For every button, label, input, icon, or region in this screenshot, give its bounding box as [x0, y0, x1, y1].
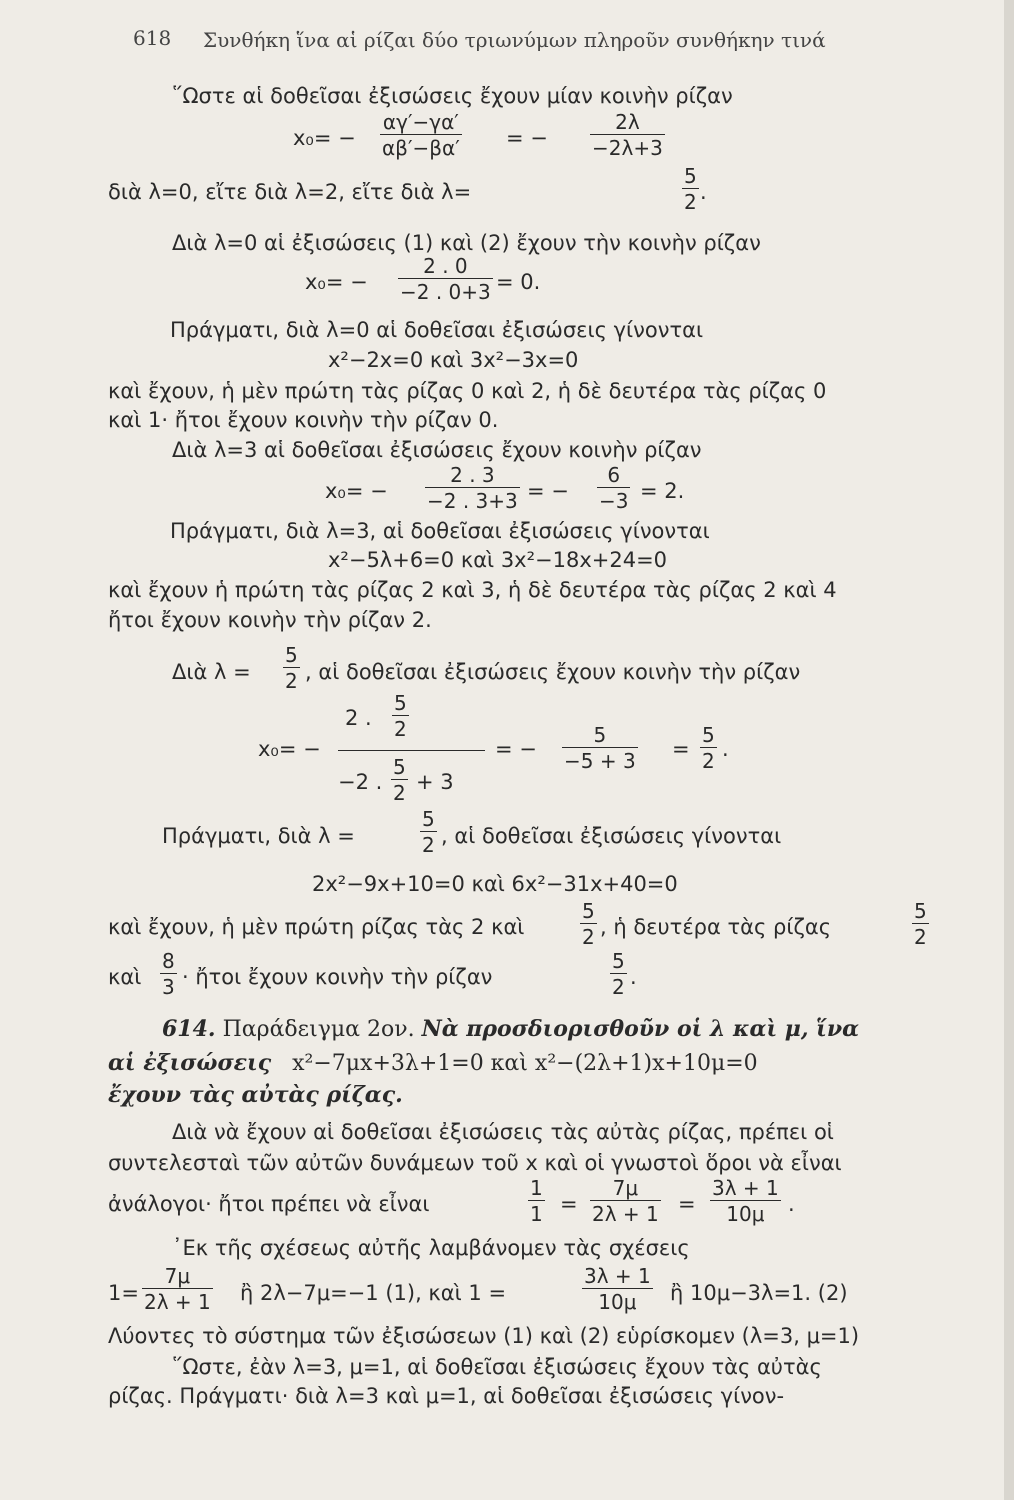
fraction-denominator: 2: [684, 190, 697, 214]
fraction-denominator: 3: [162, 975, 175, 999]
text-line: καὶ ἔχουν ἡ πρώτη τὰς ρίζας 2 καὶ 3, ἡ δὲ δευτέρα τὰς ρίζας 2 καὶ 4: [108, 578, 837, 602]
fraction-numerator: 5: [914, 899, 927, 923]
fraction: [562, 725, 638, 771]
punct: .: [722, 737, 729, 761]
fraction-denominator: 2λ + 1: [144, 1290, 211, 1314]
section-title: Παράδειγμα 2ον.: [222, 1017, 415, 1042]
fraction-denominator: 2: [285, 669, 298, 693]
text-line: ρίζας. Πράγματι· διὰ λ=3 καὶ μ=1, αἱ δοθεῖσαι ἐξισώσεις γίνον-: [108, 1384, 785, 1408]
fraction: [391, 757, 408, 803]
text-line: καὶ 1· ἤτοι ἔχουν κοινὴν τὴν ρίζαν 0.: [108, 408, 499, 432]
punct: .: [788, 1192, 795, 1216]
fraction-numerator: 5: [582, 899, 595, 923]
fraction: [590, 1178, 661, 1224]
fraction-denominator: 2: [393, 781, 406, 805]
fraction: [283, 645, 300, 691]
fraction-denominator: 10μ: [598, 1290, 637, 1314]
text-line: ᾽Εκ τῆς σχέσεως αὐτῆς λαμβάνομεν τὰς σχέσεις: [172, 1236, 690, 1260]
equation-line: x²−5λ+6=0 καὶ 3x²−18x+24=0: [328, 548, 668, 572]
text-line: , αἱ δοθεῖσαι ἐξισώσεις ἔχουν κοινὴν τὴν ρίζαν: [305, 660, 801, 684]
eq-end: = 2.: [640, 479, 685, 503]
eq-end: = 0.: [496, 270, 541, 294]
text-line: καὶ ἔχουν, ἡ μὲν πρώτη ρίζας τὰς 2 καὶ: [108, 915, 525, 939]
section-problem-end: [108, 1084, 403, 1107]
fraction-numerator: 5: [422, 807, 435, 831]
fraction-denominator: 1: [530, 1202, 543, 1226]
fraction: [528, 1178, 545, 1224]
fraction-denominator: 2: [914, 925, 927, 949]
eq-mid: =: [560, 1192, 578, 1216]
text-line: καὶ ἔχουν, ἡ μὲν πρώτη τὰς ρίζας 0 καὶ 2, ἡ δὲ δευτέρα τὰς ρίζας 0: [108, 379, 827, 403]
text-line: 1=: [108, 1281, 139, 1305]
fraction-numerator: 5: [285, 643, 298, 667]
eq-lhs: x₀= −: [258, 737, 321, 761]
eq-mid: =: [672, 737, 690, 761]
text-line: διὰ λ=0, εἴτε διὰ λ=2, εἴτε διὰ λ=: [108, 180, 472, 204]
fraction: [597, 465, 630, 511]
fraction-bar: [338, 750, 485, 751]
eq-mid: =: [678, 1192, 696, 1216]
fraction: [142, 1266, 213, 1312]
fraction-denominator: −2 . 0+3: [400, 280, 491, 304]
fraction-denominator: −2λ+3: [592, 136, 663, 160]
running-title: Συνθήκη ἵνα αἱ ρίζαι δύο τριωνύμων πληροῦν συνθήκην τινά: [203, 28, 826, 52]
text-line: · ἤτοι ἔχουν κοινὴν τὴν ρίζαν: [182, 965, 493, 989]
text-line: Πράγματι, διὰ λ =: [162, 824, 355, 848]
equation-line: 2x²−9x+10=0 καὶ 6x²−31x+40=0: [312, 872, 678, 896]
text-line: Διὰ λ=0 αἱ ἐξισώσεις (1) καὶ (2) ἔχουν τὴν κοινὴν ρίζαν: [172, 231, 761, 255]
fraction-numerator: 2 . 0: [398, 256, 493, 279]
fraction: [710, 1178, 781, 1224]
text-line: Λύοντες τὸ σύστημα τῶν ἐξισώσεων (1) καὶ (2) εὑρίσκομεν (λ=3, μ=1): [108, 1324, 860, 1348]
text-line: Πράγματι, διὰ λ=0 αἱ δοθεῖσαι ἐξισώσεις γίνονται: [170, 318, 704, 342]
fraction-numerator: 1: [530, 1176, 543, 1200]
fraction: [582, 1266, 653, 1312]
section-problem: αἱ ἐξισώσεις: [108, 1050, 272, 1076]
fraction-denominator: −5 + 3: [564, 749, 636, 773]
fraction: [610, 951, 627, 997]
fraction-denominator: 2: [394, 717, 407, 741]
fraction-denominator: −2 . 3+3: [427, 489, 518, 513]
fraction-numerator: 7μ: [142, 1266, 213, 1289]
fraction: [160, 951, 177, 997]
fraction-numerator: 5: [612, 949, 625, 973]
section-number: 614.: [162, 1016, 216, 1042]
text-line: , ἡ δευτέρα τὰς ρίζας: [600, 915, 832, 939]
section-problem: Νὰ προσδιορισθοῦν οἱ λ καὶ μ, ἵνα: [421, 1016, 860, 1042]
fraction-numerator: 2λ: [590, 112, 665, 135]
eq-part: −2 .: [338, 770, 383, 794]
section-heading-cont: [108, 1052, 758, 1075]
equation-line: x²−2x=0 καὶ 3x²−3x=0: [328, 348, 579, 372]
text-line: ἀνάλογοι· ἤτοι πρέπει νὰ εἶναι: [108, 1192, 430, 1216]
eq-mid: = −: [527, 479, 569, 503]
eq-part: 2 .: [345, 706, 372, 730]
fraction-denominator: αβ′−βα′: [382, 136, 460, 160]
text-line: Διὰ λ=3 αἱ δοθεῖσαι ἐξισώσεις ἔχουν κοινὴν ρίζαν: [172, 438, 702, 462]
fraction: [580, 901, 597, 947]
fraction-denominator: 2: [422, 833, 435, 857]
fraction: [398, 256, 493, 302]
text-line: ῞Ωστε, ἐὰν λ=3, μ=1, αἱ δοθεῖσαι ἐξισώσεις ἔχουν τὰς αὐτὰς: [172, 1355, 822, 1379]
fraction-denominator: 2: [702, 749, 715, 773]
fraction-denominator: 2: [612, 975, 625, 999]
fraction-numerator: 6: [597, 465, 630, 488]
eq-lhs: x₀= −: [293, 126, 356, 150]
punct: .: [700, 180, 707, 204]
fraction-denominator: 10μ: [726, 1202, 765, 1226]
eq-lhs: x₀= −: [305, 270, 368, 294]
text-line: , αἱ δοθεῖσαι ἐξισώσεις γίνονται: [441, 824, 782, 848]
equations: x²−7μx+3λ+1=0 καὶ x²−(2λ+1)x+10μ=0: [292, 1051, 758, 1076]
fraction: [380, 112, 462, 158]
fraction: [590, 112, 665, 158]
text-line: ἢ 2λ−7μ=−1 (1), καὶ 1 =: [240, 1281, 507, 1305]
text-line: Διὰ λ =: [172, 660, 251, 684]
fraction: [912, 901, 929, 947]
text-line: Διὰ νὰ ἔχουν αἱ δοθεῖσαι ἐξισώσεις τὰς αὐτὰς ρίζας, πρέπει οἱ: [172, 1120, 834, 1144]
fraction-numerator: 8: [162, 949, 175, 973]
fraction: [682, 166, 699, 212]
fraction: [425, 465, 520, 511]
fraction: [700, 725, 717, 771]
text-line: συντελεσταὶ τῶν αὐτῶν δυνάμεων τοῦ x καὶ οἱ γνωστοὶ ὅροι νὰ εἶναι: [108, 1151, 842, 1175]
fraction-numerator: αγ′−γα′: [380, 112, 462, 135]
fraction-numerator: 5: [393, 755, 406, 779]
fraction: [392, 693, 409, 739]
fraction-numerator: 5: [684, 164, 697, 188]
fraction-numerator: 5: [702, 723, 715, 747]
eq-part: + 3: [416, 770, 454, 794]
fraction-numerator: 3λ + 1: [584, 1264, 651, 1288]
text-line: Πράγματι, διὰ λ=3, αἱ δοθεῖσαι ἐξισώσεις γίνονται: [170, 519, 710, 543]
eq-lhs: x₀= −: [325, 479, 388, 503]
punct: .: [630, 965, 637, 989]
text-line: καὶ: [108, 965, 142, 989]
fraction-numerator: 5: [562, 725, 638, 748]
eq-mid: = −: [506, 126, 548, 150]
fraction-numerator: 2 . 3: [425, 465, 520, 488]
fraction: [420, 809, 437, 855]
text-line: ἤτοι ἔχουν κοινὴν τὴν ρίζαν 2.: [108, 608, 432, 632]
section-problem: ἔχουν τὰς αὐτὰς ρίζας.: [108, 1082, 403, 1108]
fraction-numerator: 7μ: [590, 1178, 661, 1201]
fraction-denominator: 2: [582, 925, 595, 949]
eq-mid: = −: [495, 737, 537, 761]
page-edge: [1004, 0, 1014, 1500]
text-line: ἢ 10μ−3λ=1. (2): [670, 1281, 848, 1305]
fraction-numerator: 3λ + 1: [712, 1176, 779, 1200]
fraction-numerator: 5: [394, 691, 407, 715]
text-line: ῞Ωστε αἱ δοθεῖσαι ἐξισώσεις ἔχουν μίαν κοινὴν ρίζαν: [172, 84, 733, 108]
fraction-denominator: 2λ + 1: [592, 1202, 659, 1226]
fraction-denominator: −3: [599, 489, 629, 513]
page-number: 618: [133, 26, 172, 50]
section-heading: [162, 1018, 859, 1041]
